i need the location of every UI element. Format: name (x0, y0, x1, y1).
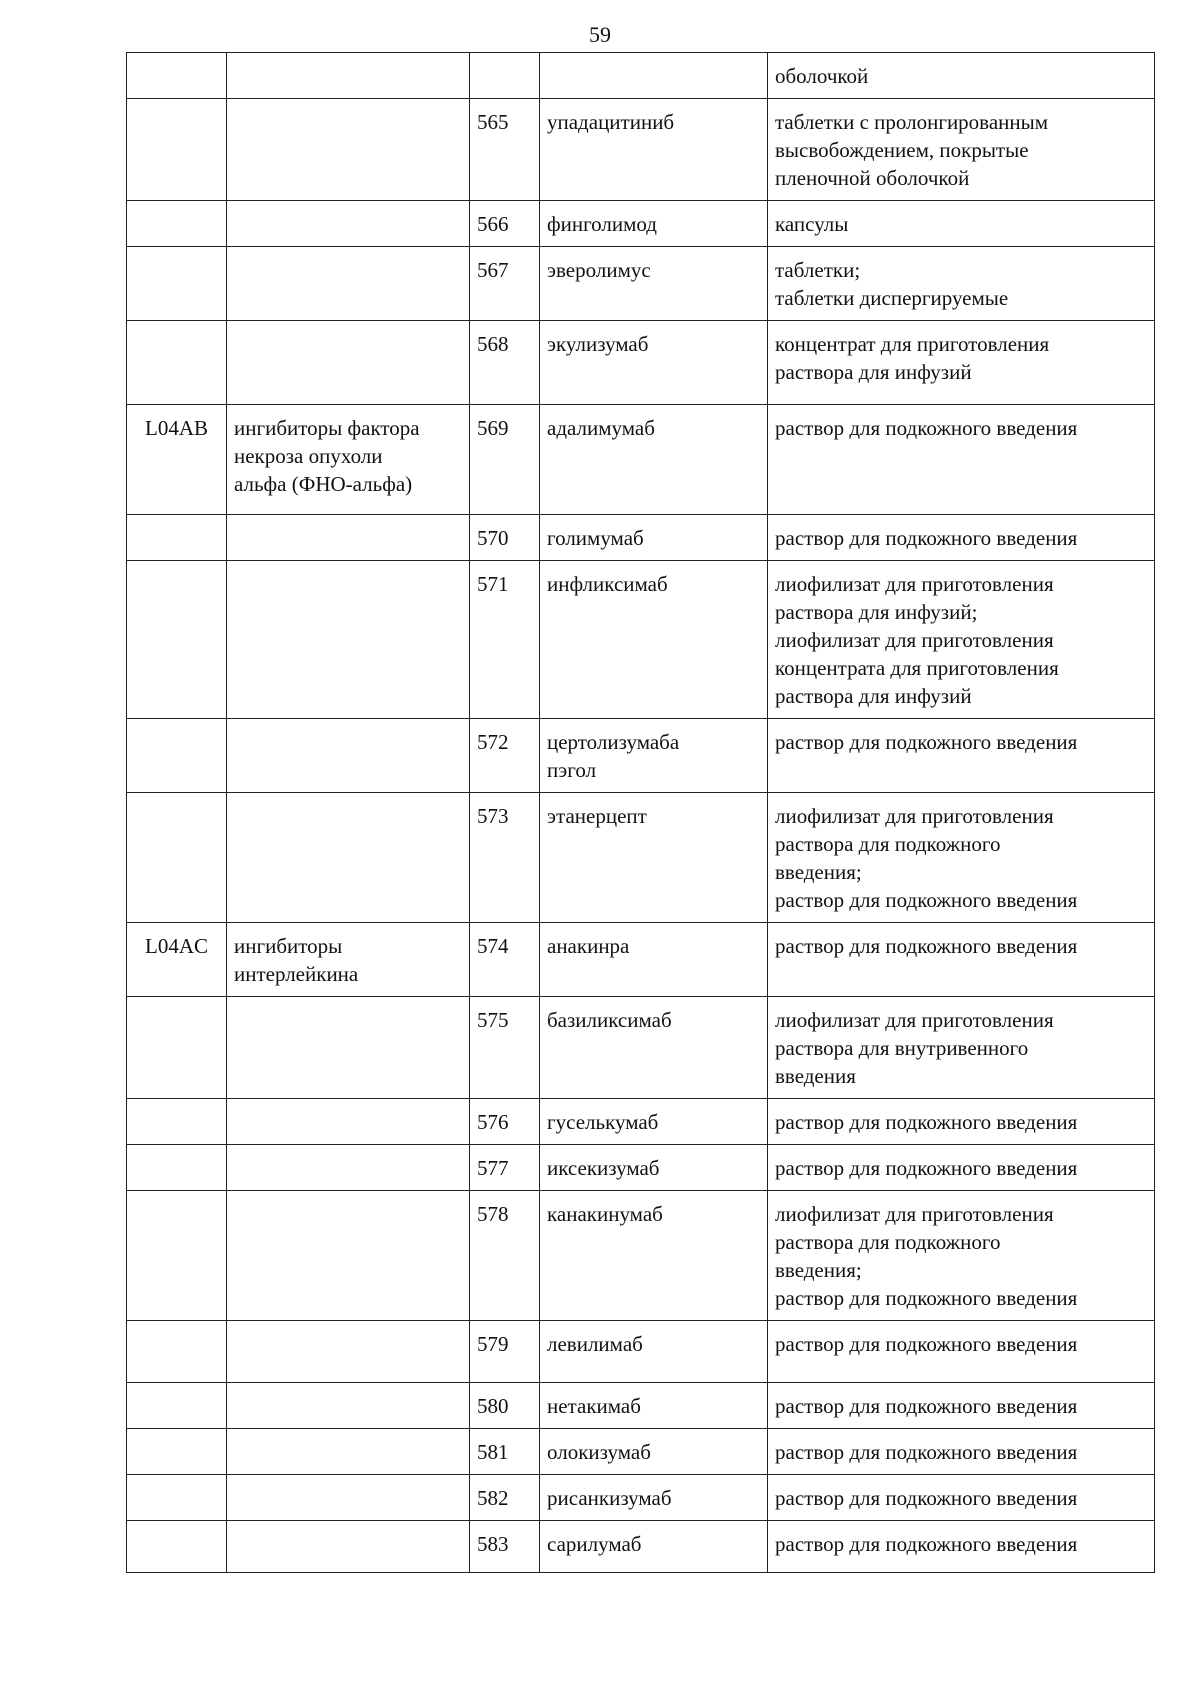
drug-name-cell: эверолимус (540, 247, 768, 321)
code-cell (127, 561, 227, 719)
code-cell (127, 793, 227, 923)
table-row (127, 1521, 1155, 1573)
group-cell: ингибиторы интерлейкина (227, 923, 470, 997)
group-cell (227, 1521, 470, 1573)
table-row (127, 997, 1155, 1099)
dosage-form-cell: раствор для подкожного введения (768, 1383, 1155, 1429)
number-cell: 569 (470, 405, 540, 515)
drug-name-cell: иксекизумаб (540, 1145, 768, 1191)
group-cell (227, 1383, 470, 1429)
table-row (127, 719, 1155, 793)
drug-name-cell: цертолизумаба пэгол (540, 719, 768, 793)
group-cell (227, 793, 470, 923)
code-cell: L04AC (127, 923, 227, 997)
drug-name-cell: нетакимаб (540, 1383, 768, 1429)
table-row (127, 201, 1155, 247)
dosage-form-cell: раствор для подкожного введения (768, 923, 1155, 997)
code-cell (127, 515, 227, 561)
drug-name-cell: упадацитиниб (540, 99, 768, 201)
dosage-form-cell: раствор для подкожного введения (768, 515, 1155, 561)
dosage-form-cell: оболочкой (768, 53, 1155, 99)
table-row (127, 99, 1155, 201)
group-cell (227, 53, 470, 99)
table-row (127, 1191, 1155, 1321)
dosage-form-cell: лиофилизат для приготовления раствора для подкожного введения; раствор для подкожного введения (768, 793, 1155, 923)
number-cell: 581 (470, 1429, 540, 1475)
drug-name-cell: финголимод (540, 201, 768, 247)
dosage-form-cell: лиофилизат для приготовления раствора для подкожного введения; раствор для подкожного введения (768, 1191, 1155, 1321)
group-cell (227, 1191, 470, 1321)
table-row (127, 561, 1155, 719)
number-cell: 573 (470, 793, 540, 923)
dosage-form-cell: раствор для подкожного введения (768, 719, 1155, 793)
table-row (127, 793, 1155, 923)
number-cell: 579 (470, 1321, 540, 1383)
table-row (127, 1321, 1155, 1383)
group-cell (227, 1099, 470, 1145)
code-cell (127, 1429, 227, 1475)
code-cell (127, 1521, 227, 1573)
drug-name-cell: олокизумаб (540, 1429, 768, 1475)
dosage-form-cell: раствор для подкожного введения (768, 1521, 1155, 1573)
code-cell (127, 719, 227, 793)
dosage-form-cell: концентрат для приготовления раствора для инфузий (768, 321, 1155, 405)
number-cell: 570 (470, 515, 540, 561)
code-cell (127, 53, 227, 99)
number-cell: 576 (470, 1099, 540, 1145)
drug-name-cell: канакинумаб (540, 1191, 768, 1321)
table-row (127, 1475, 1155, 1521)
drug-name-cell: сарилумаб (540, 1521, 768, 1573)
number-cell: 572 (470, 719, 540, 793)
table-row (127, 405, 1155, 515)
table-row (127, 1145, 1155, 1191)
table-row (127, 1383, 1155, 1429)
code-cell (127, 1321, 227, 1383)
number-cell: 582 (470, 1475, 540, 1521)
drug-name-cell: левилимаб (540, 1321, 768, 1383)
dosage-form-cell: раствор для подкожного введения (768, 1429, 1155, 1475)
group-cell (227, 561, 470, 719)
number-cell: 574 (470, 923, 540, 997)
drug-name-cell: анакинра (540, 923, 768, 997)
drug-name-cell: инфликсимаб (540, 561, 768, 719)
code-cell (127, 997, 227, 1099)
number-cell: 566 (470, 201, 540, 247)
group-cell (227, 1145, 470, 1191)
number-cell: 571 (470, 561, 540, 719)
table-row (127, 321, 1155, 405)
group-cell (227, 719, 470, 793)
table-row (127, 247, 1155, 321)
dosage-form-cell: лиофилизат для приготовления раствора для внутривенного введения (768, 997, 1155, 1099)
code-cell (127, 247, 227, 321)
table-row (127, 515, 1155, 561)
group-cell (227, 201, 470, 247)
number-cell: 575 (470, 997, 540, 1099)
group-cell (227, 99, 470, 201)
group-cell (227, 321, 470, 405)
dosage-form-cell: лиофилизат для приготовления раствора для инфузий; лиофилизат для приготовления концентрата для приготовления раствора для инфузий (768, 561, 1155, 719)
code-cell (127, 201, 227, 247)
group-cell (227, 1475, 470, 1521)
dosage-form-cell: раствор для подкожного введения (768, 1145, 1155, 1191)
group-cell (227, 1321, 470, 1383)
code-cell: L04AB (127, 405, 227, 515)
group-cell (227, 997, 470, 1099)
number-cell: 578 (470, 1191, 540, 1321)
drug-name-cell (540, 53, 768, 99)
page-number: 59 (589, 22, 611, 47)
group-cell (227, 515, 470, 561)
group-cell (227, 247, 470, 321)
code-cell (127, 1099, 227, 1145)
drug-name-cell: гуселькумаб (540, 1099, 768, 1145)
number-cell: 565 (470, 99, 540, 201)
dosage-form-cell: раствор для подкожного введения (768, 1099, 1155, 1145)
drug-name-cell: базиликсимаб (540, 997, 768, 1099)
table-row (127, 53, 1155, 99)
group-cell (227, 1429, 470, 1475)
table-row (127, 1099, 1155, 1145)
table-row (127, 923, 1155, 997)
number-cell: 577 (470, 1145, 540, 1191)
code-cell (127, 1475, 227, 1521)
code-cell (127, 1383, 227, 1429)
drug-name-cell: экулизумаб (540, 321, 768, 405)
dosage-form-cell: раствор для подкожного введения (768, 405, 1155, 515)
code-cell (127, 99, 227, 201)
drug-table (126, 52, 1155, 1573)
group-cell: ингибиторы фактора некроза опухоли альфа (ФНО-альфа) (227, 405, 470, 515)
drug-name-cell: голимумаб (540, 515, 768, 561)
code-cell (127, 1145, 227, 1191)
number-cell: 583 (470, 1521, 540, 1573)
drug-name-cell: адалимумаб (540, 405, 768, 515)
drug-name-cell: рисанкизумаб (540, 1475, 768, 1521)
dosage-form-cell: таблетки с пролонгированным высвобождением, покрытые пленочной оболочкой (768, 99, 1155, 201)
dosage-form-cell: раствор для подкожного введения (768, 1475, 1155, 1521)
code-cell (127, 321, 227, 405)
dosage-form-cell: таблетки; таблетки диспергируемые (768, 247, 1155, 321)
code-cell (127, 1191, 227, 1321)
number-cell: 580 (470, 1383, 540, 1429)
dosage-form-cell: раствор для подкожного введения (768, 1321, 1155, 1383)
dosage-form-cell: капсулы (768, 201, 1155, 247)
number-cell: 567 (470, 247, 540, 321)
drug-name-cell: этанерцепт (540, 793, 768, 923)
table-row (127, 1429, 1155, 1475)
number-cell: 568 (470, 321, 540, 405)
number-cell (470, 53, 540, 99)
